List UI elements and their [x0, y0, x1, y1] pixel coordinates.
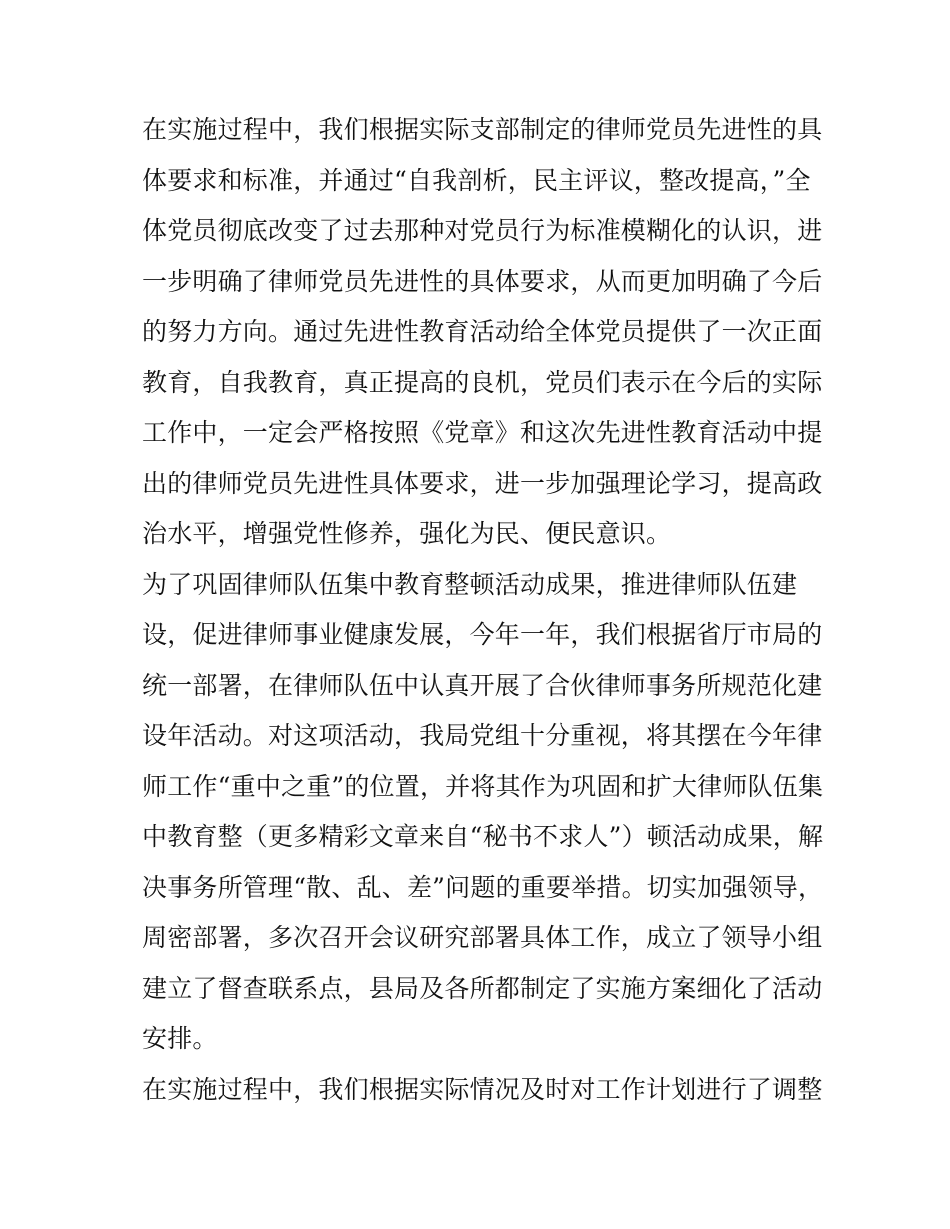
- text-line: 设年活动。对这项活动，我局党组十分重视，将其摆在今年律: [142, 721, 823, 750]
- text-line: 教育，自我教育，真正提高的良机，党员们表示在今后的实际: [142, 367, 823, 397]
- text-line: 治水平，增强党性修养，强化为民、便民意识。: [142, 519, 672, 548]
- text-line: 师工作“重中之重”的位置，并将其作为巩固和扩大律师队伍集: [142, 771, 824, 801]
- text-line: 安排。: [142, 1024, 218, 1053]
- text-line: 体要求和标准，并通过“自我剖析，民主评议，整改提高，”全: [142, 165, 811, 195]
- text-line: 周密部署，多次召开会议研究部署具体工作，成立了领导小组: [142, 923, 823, 952]
- text-line: 设，促进律师事业健康发展，今年一年，我们根据省厅市局的: [142, 620, 823, 649]
- document-body: [142, 105, 824, 1115]
- text-line: 在实施过程中，我们根据实际支部制定的律师党员先进性的具: [142, 115, 823, 144]
- text-line: 体党员彻底改变了过去那种对党员行为标准模糊化的认识，进: [142, 216, 823, 245]
- text-line: 在实施过程中，我们根据实际情况及时对工作计划进行了调整: [142, 1074, 823, 1104]
- text-line: 决事务所管理“散、乱、差”问题的重要举措。切实加强领导，: [142, 872, 824, 902]
- text-line: 统一部署，在律师队伍中认真开展了合伙律师事务所规范化建: [142, 670, 823, 700]
- text-line: 一步明确了律师党员先进性的具体要求，从而更加明确了今后: [142, 266, 823, 296]
- text-line: 建立了督查联系点，县局及各所都制定了实施方案细化了活动: [142, 973, 823, 1003]
- text-line: 工作中，一定会严格按照《党章》和这次先进性教育活动中提: [142, 418, 823, 447]
- text-line: 中教育整（更多精彩文章来自“秘书不求人”）顿活动成果，解: [142, 822, 824, 851]
- text-line: 为了巩固律师队伍集中教育整顿活动成果，推进律师队伍建: [142, 569, 798, 599]
- text-line: 的努力方向。通过先进性教育活动给全体党员提供了一次正面: [142, 317, 823, 346]
- text-line: 出的律师党员先进性具体要求，进一步加强理论学习，提高政: [142, 468, 823, 498]
